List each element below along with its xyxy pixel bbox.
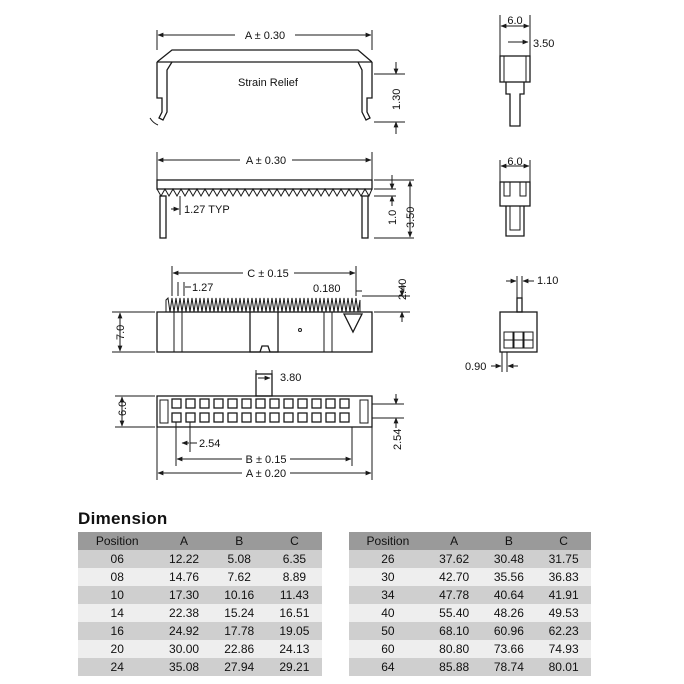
header-b: B	[212, 532, 267, 550]
cell-b: 40.64	[482, 586, 537, 604]
side-view-strain-relief	[150, 30, 405, 134]
cell-c: 62.23	[536, 622, 591, 640]
cell-c: 31.75	[536, 550, 591, 568]
cell-a: 30.00	[156, 640, 211, 658]
bottom-view	[115, 370, 404, 480]
table-row	[349, 568, 591, 586]
cell-position: 10	[78, 586, 156, 604]
side-view-2-a-dim: A ± 0.30	[245, 155, 287, 167]
cell-a: 24.92	[156, 622, 211, 640]
cell-a: 17.30	[156, 586, 211, 604]
bottom-view-a-dim: A ± 0.20	[245, 468, 287, 480]
cell-position: 14	[78, 604, 156, 622]
cell-a: 35.08	[156, 658, 211, 676]
cell-b: 27.94	[212, 658, 267, 676]
side-view-2-dim-1: 1.0	[387, 209, 399, 225]
cell-c: 8.89	[267, 568, 322, 586]
cell-a: 14.76	[156, 568, 211, 586]
bottom-view-key: 3.80	[280, 372, 302, 384]
cell-position: 34	[349, 586, 427, 604]
dimension-table-right	[349, 532, 591, 676]
header-b: B	[482, 532, 537, 550]
header-position: Position	[349, 532, 427, 550]
header-a: A	[427, 532, 482, 550]
table-row	[349, 640, 591, 658]
cell-a: 85.88	[427, 658, 482, 676]
header-a: A	[156, 532, 211, 550]
cell-b: 73.66	[482, 640, 537, 658]
cell-b: 22.86	[212, 640, 267, 658]
front-view-tooth: 0.180	[313, 283, 341, 295]
cell-b: 7.62	[212, 568, 267, 586]
cell-b: 60.96	[482, 622, 537, 640]
cell-b: 48.26	[482, 604, 537, 622]
end-view-top-inner: 3.50	[533, 38, 555, 50]
cell-position: 30	[349, 568, 427, 586]
cell-c: 24.13	[267, 640, 322, 658]
cell-position: 20	[78, 640, 156, 658]
table-row	[78, 604, 322, 622]
strain-relief-height-dim: 1.30	[391, 88, 403, 110]
cell-c: 6.35	[267, 550, 322, 568]
front-view-pitch: 1.27	[192, 282, 214, 294]
end-view-top-width: 6.0	[507, 15, 523, 27]
cell-position: 64	[349, 658, 427, 676]
cell-b: 10.16	[212, 586, 267, 604]
end-view-low-top: 1.10	[537, 275, 559, 287]
table-header-row	[349, 532, 591, 550]
cell-a: 68.10	[427, 622, 482, 640]
table-row	[78, 568, 322, 586]
cell-position: 50	[349, 622, 427, 640]
cell-b: 5.08	[212, 550, 267, 568]
header-c: C	[536, 532, 591, 550]
cell-position: 40	[349, 604, 427, 622]
cell-b: 30.48	[482, 550, 537, 568]
cell-c: 36.83	[536, 568, 591, 586]
table-header-row	[78, 532, 322, 550]
cell-c: 16.51	[267, 604, 322, 622]
end-view-mid-width: 6.0	[507, 156, 523, 168]
header-c: C	[267, 532, 322, 550]
cell-b: 17.78	[212, 622, 267, 640]
end-view-low-bottom: 0.90	[465, 361, 487, 373]
cell-c: 41.91	[536, 586, 591, 604]
bottom-view-row-pitch: 2.54	[392, 428, 404, 450]
table-row	[349, 658, 591, 676]
header-position: Position	[78, 532, 156, 550]
table-row	[78, 622, 322, 640]
cell-position: 26	[349, 550, 427, 568]
front-view-height: 7.0	[115, 324, 127, 340]
cell-c: 19.05	[267, 622, 322, 640]
cell-a: 12.22	[156, 550, 211, 568]
table-row	[78, 640, 322, 658]
cell-a: 37.62	[427, 550, 482, 568]
cell-c: 49.53	[536, 604, 591, 622]
cell-c: 11.43	[267, 586, 322, 604]
cell-b: 15.24	[212, 604, 267, 622]
pin-row-bottom	[172, 413, 349, 422]
cell-c: 80.01	[536, 658, 591, 676]
table-row	[78, 550, 322, 568]
end-view-low	[465, 275, 558, 373]
cell-a: 22.38	[156, 604, 211, 622]
cell-position: 60	[349, 640, 427, 658]
cell-c: 74.93	[536, 640, 591, 658]
front-view	[112, 266, 410, 352]
cell-c: 29.21	[267, 658, 322, 676]
cell-position: 24	[78, 658, 156, 676]
front-view-tooth-height: 2.40	[397, 278, 409, 300]
table-row	[78, 586, 322, 604]
side-view-a-dim: A ± 0.30	[244, 30, 286, 42]
bottom-view-b-dim: B ± 0.15	[245, 454, 287, 466]
side-view-2-pitch: 1.27 TYP	[184, 204, 230, 216]
table-row	[349, 550, 591, 568]
table-row	[349, 586, 591, 604]
side-view-2-dim-2: 3.50	[405, 206, 417, 228]
bottom-view-height: 6.0	[117, 400, 129, 416]
cell-b: 35.56	[482, 568, 537, 586]
table-row	[349, 622, 591, 640]
table-row	[349, 604, 591, 622]
strain-relief-label: Strain Relief	[238, 77, 298, 89]
cell-position: 06	[78, 550, 156, 568]
end-view-top	[500, 15, 554, 126]
table-row	[78, 658, 322, 676]
bottom-view-pitch: 2.54	[199, 438, 221, 450]
cell-b: 78.74	[482, 658, 537, 676]
front-view-c-dim: C ± 0.15	[247, 268, 289, 280]
dimension-title: Dimension	[78, 509, 168, 528]
dimension-table-left	[78, 532, 322, 676]
cell-a: 42.70	[427, 568, 482, 586]
cell-position: 16	[78, 622, 156, 640]
end-view-mid	[500, 156, 530, 236]
cell-position: 08	[78, 568, 156, 586]
cell-a: 47.78	[427, 586, 482, 604]
cell-a: 55.40	[427, 604, 482, 622]
side-view-pitch	[157, 152, 417, 238]
cell-a: 80.80	[427, 640, 482, 658]
pin-row-top	[172, 399, 349, 408]
